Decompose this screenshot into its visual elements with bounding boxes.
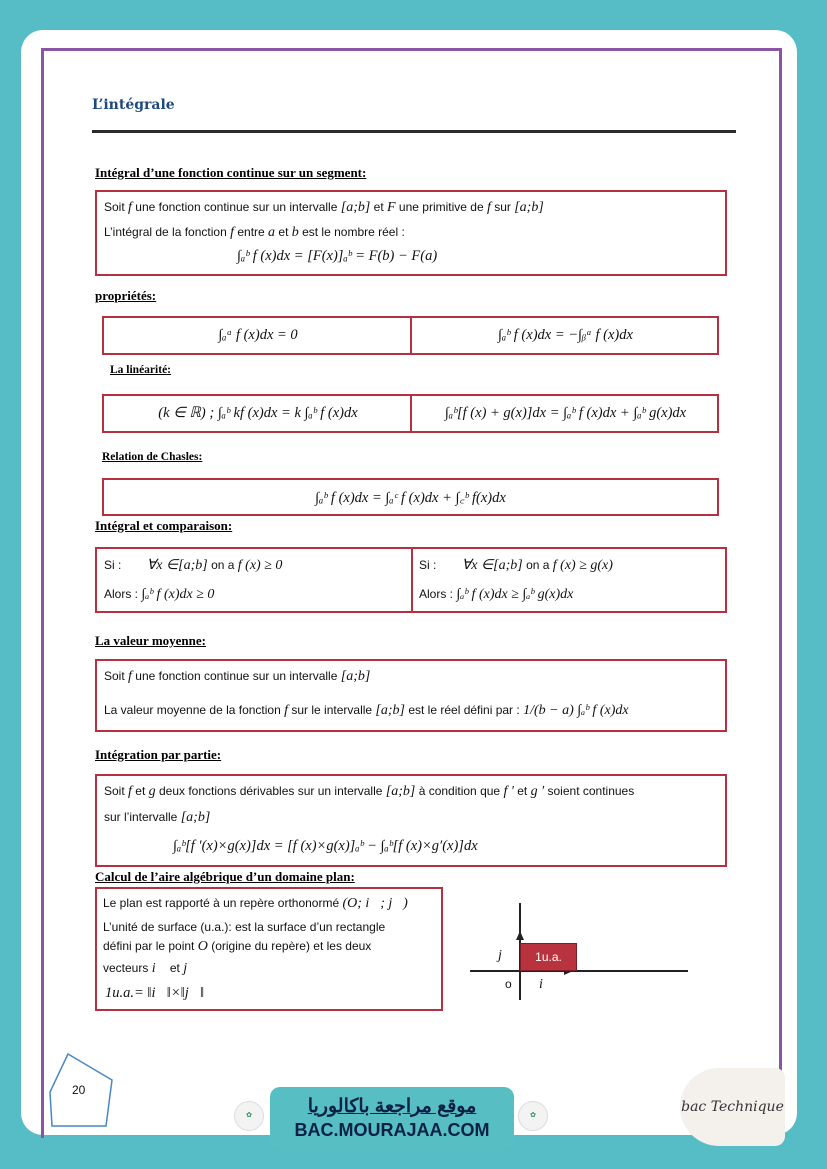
vector-j-head: [516, 931, 524, 940]
aire-line3: défini par le point O (origine du repère) et les deux: [103, 939, 372, 954]
vector-j-label: j⃗: [498, 948, 513, 963]
moyenne-line2: La valeur moyenne de la fonction f sur le intervalle [a;b] est le réel défini par : 1/(b − a) ∫ₐᵇ f (x)dx: [104, 703, 629, 718]
integral-line2: L’intégral de la fonction f entre a et b est le nombre réel :: [104, 225, 405, 240]
parties-line2: sur l’intervalle [a;b]: [104, 810, 211, 825]
title-divider: [92, 130, 736, 133]
box-linearite: [102, 394, 719, 433]
box-proprietes: [102, 316, 719, 355]
moyenne-formula: 1/(b − a) ∫ₐᵇ f (x)dx: [523, 703, 629, 718]
logo-right-icon: ✿: [518, 1101, 548, 1131]
aire-formula: 1u.a.= ‖i⃗‖×‖j⃗‖: [105, 985, 205, 1001]
site-banner[interactable]: [270, 1087, 514, 1151]
integral-formula: ∫ₐᵇ f (x)dx = [F(x)]ₐᵇ = F(b) − F(a): [237, 248, 438, 264]
propriete-left: ∫ₐᵃ f (x)dx = 0: [218, 327, 298, 343]
box-comparaison: [95, 547, 727, 613]
box-aire: [95, 887, 443, 1011]
box-moyenne: [95, 659, 727, 732]
aire-line4: vecteurs i⃗ et j⃗: [103, 961, 198, 976]
heading-parties: Intégration par partie:: [95, 747, 222, 762]
integral-line1: Soit f une fonction continue sur un intervalle [a;b] et F une primitive de f sur [a;b]: [104, 200, 544, 215]
site-url-link[interactable]: BAC.MOURAJAA.COM: [294, 1120, 490, 1140]
heading-proprietes: propriétés:: [95, 288, 157, 303]
origin-label: o: [505, 977, 512, 991]
heading-aire: Calcul de l’aire algébrique d’un domaine plan:: [95, 869, 355, 884]
site-arabic-title: موقع مراجعة باكالوريا: [307, 1096, 477, 1117]
heading-linearite: La linéarité:: [110, 364, 171, 376]
heading-comparaison: Intégral et comparaison:: [95, 518, 233, 533]
divider: [411, 549, 413, 611]
parties-line1: Soit f et g deux fonctions dérivables sur un intervalle [a;b] à condition que f ′ et g ′ soient continues: [104, 784, 635, 799]
heading-moyenne: La valeur moyenne:: [95, 633, 206, 648]
vector-i-label: i⃗: [539, 977, 554, 992]
heading-chasles: Relation de Chasles:: [102, 451, 203, 463]
aire-line2: L’unité de surface (u.a.): est la surface d’un rectangle: [103, 920, 386, 934]
heading-integral: Intégral d’une fonction continue sur un segment:: [95, 165, 367, 180]
box-integral-definition: [95, 190, 727, 276]
linearite-left: (k ∈ ℝ) ; ∫ₐᵇ kf (x)dx = k ∫ₐᵇ f (x)dx: [158, 405, 358, 421]
parties-formula: ∫ₐᵇ[f ′(x)×g(x)]dx = [f (x)×g(x)]ₐᵇ − ∫ₐᵇ[f (x)×g′(x)]dx: [173, 838, 478, 854]
page-number: 20: [72, 1083, 86, 1097]
comparaison-right-result: Alors : ∫ₐᵇ f (x)dx ≥ ∫ₐᵇ g(x)dx: [419, 587, 574, 602]
chasles-formula: ∫ₐᵇ f (x)dx = ∫ₐᶜ f (x)dx + ∫꜀ᵇ f(x)dx: [315, 490, 506, 506]
page-title: L’intégrale: [92, 97, 175, 113]
moyenne-line1: Soit f une fonction continue sur un intervalle [a;b]: [104, 669, 371, 684]
logo-left-icon: ✿: [234, 1101, 264, 1131]
brand-badge: bac Technique: [680, 1068, 785, 1146]
aire-line1: Le plan est rapporté à un repère orthonormé (O; i⃗; j⃗): [103, 896, 408, 911]
unit-area-rect: 1u.a.: [520, 943, 577, 971]
propriete-right: ∫ₐᵇ f (x)dx = −∫ᵦᵃ f (x)dx: [498, 327, 633, 343]
box-parties: [95, 774, 727, 867]
box-chasles: [102, 478, 719, 516]
linearite-right: ∫ₐᵇ[f (x) + g(x)]dx = ∫ₐᵇ f (x)dx + ∫ₐᵇ g(x)dx: [444, 405, 687, 421]
comparaison-left-condition: Si : ∀x ∈[a;b] on a f (x) ≥ 0: [104, 558, 283, 573]
comparaison-right-condition: Si : ∀x ∈[a;b] on a f (x) ≥ g(x): [419, 558, 613, 573]
comparaison-left-result: Alors : ∫ₐᵇ f (x)dx ≥ 0: [104, 587, 215, 602]
